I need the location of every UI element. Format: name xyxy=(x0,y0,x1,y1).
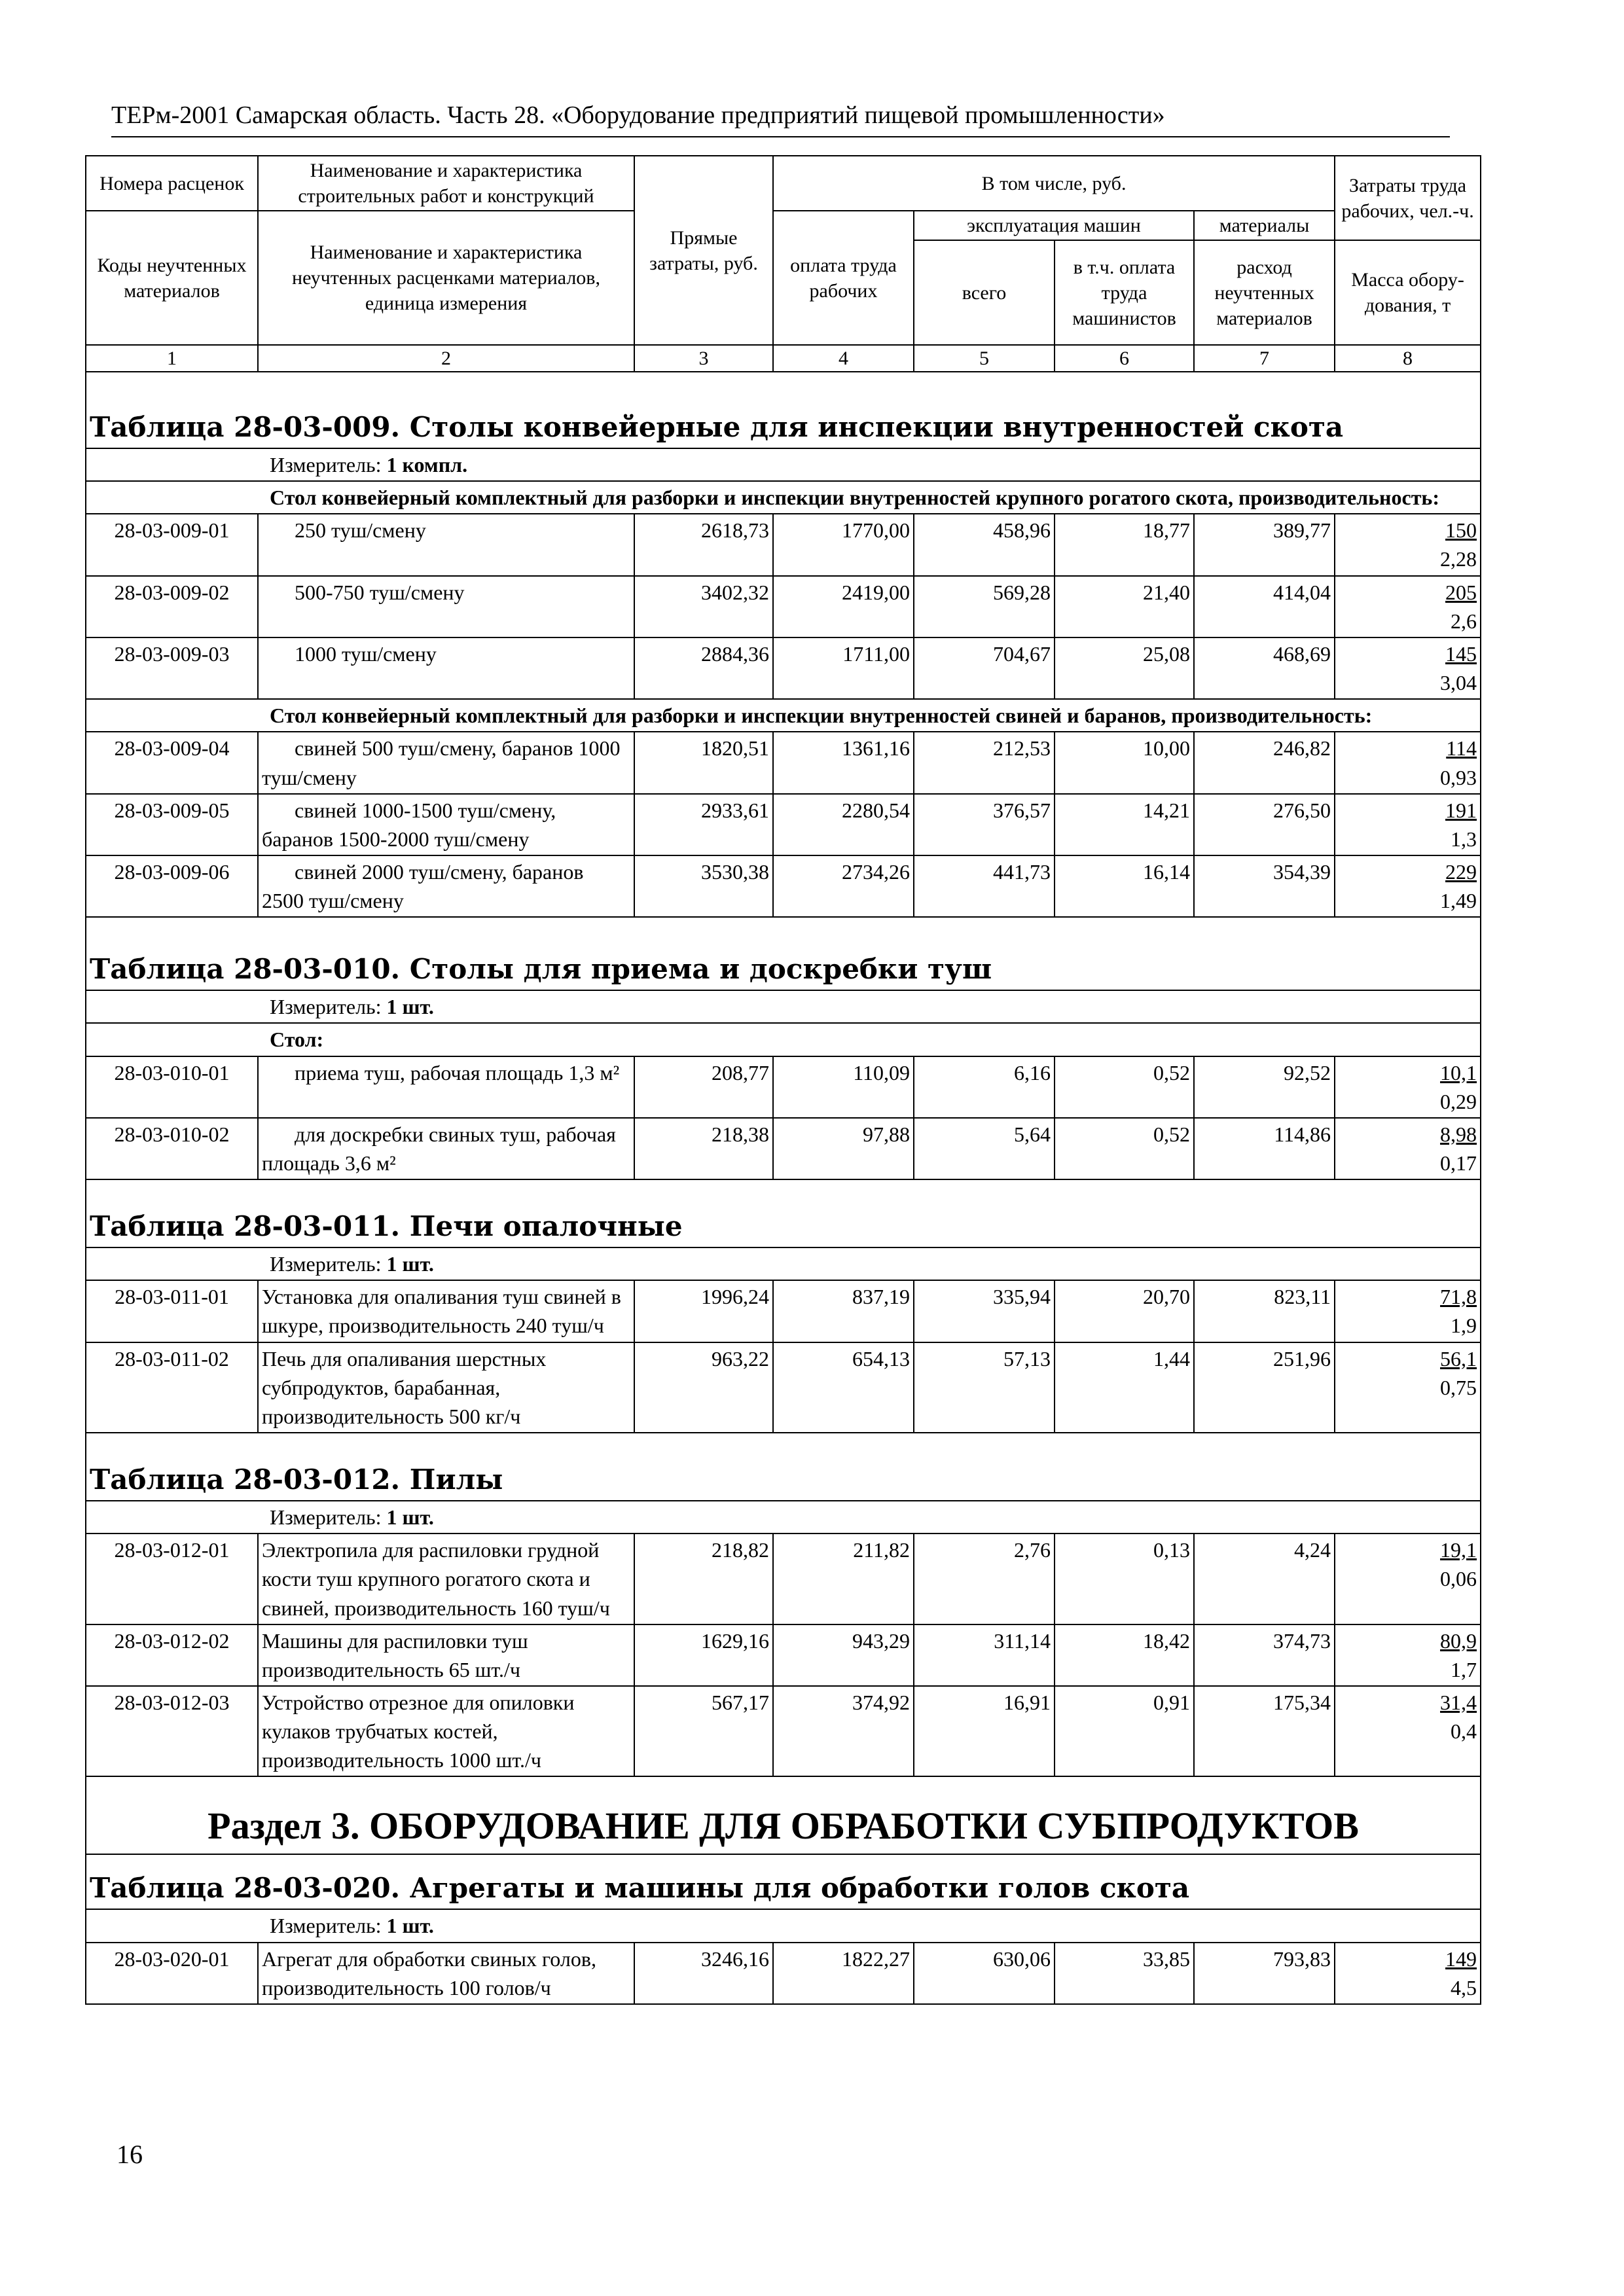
column-number: 2 xyxy=(258,345,634,372)
meter-value: 1 шт. xyxy=(386,1505,434,1530)
col6-header: в т.ч. оплата труда машинистов xyxy=(1055,240,1194,345)
rate-code: 28-03-009-01 xyxy=(86,514,258,575)
col3-header: Прямые затраты, руб. xyxy=(634,156,773,345)
labor-cost: 1361,16 xyxy=(773,732,914,793)
labor-cost: 1822,27 xyxy=(773,1943,914,2004)
rate-code: 28-03-010-01 xyxy=(86,1056,258,1118)
meter-label: Измеритель: xyxy=(270,452,382,476)
machinist-labor-cost: 0,13 xyxy=(1055,1534,1194,1624)
machinist-labor-cost: 0,52 xyxy=(1055,1056,1194,1118)
direct-cost: 2618,73 xyxy=(634,514,773,575)
machine-cost: 569,28 xyxy=(914,576,1055,637)
t010-meter xyxy=(86,990,1481,1023)
rate-code: 28-03-009-02 xyxy=(86,576,258,637)
direct-cost: 3402,32 xyxy=(634,576,773,637)
t010-title-row xyxy=(86,917,1481,990)
meter-value: 1 шт. xyxy=(386,1914,434,1938)
materials-cost: 414,04 xyxy=(1194,576,1335,637)
direct-cost: 3246,16 xyxy=(634,1943,773,2004)
direct-cost: 3530,38 xyxy=(634,855,773,917)
labor-hours: 56,1 xyxy=(1440,1346,1477,1371)
direct-cost: 218,38 xyxy=(634,1118,773,1179)
machinist-labor-cost: 18,77 xyxy=(1055,514,1194,575)
column-number-row xyxy=(86,345,1481,372)
direct-cost: 2884,36 xyxy=(634,637,773,699)
t011-meter xyxy=(86,1247,1481,1280)
labor-hours: 31,4 xyxy=(1440,1690,1477,1714)
materials-cost: 92,52 xyxy=(1194,1056,1335,1118)
rate-row xyxy=(86,1534,1481,1624)
machines-header: эксплуатация машин xyxy=(914,211,1194,240)
rate-name: Машины для распиловки туш производительность 65 шт./ч xyxy=(258,1624,634,1686)
rate-row xyxy=(86,514,1481,575)
materials-cost: 793,83 xyxy=(1194,1943,1335,2004)
meter-label: Измеритель: xyxy=(270,1505,382,1530)
labor-hours-and-mass xyxy=(1335,1624,1481,1686)
machinist-labor-cost: 20,70 xyxy=(1055,1280,1194,1342)
labor-hours: 8,98 xyxy=(1440,1122,1477,1146)
labor-cost: 654,13 xyxy=(773,1342,914,1433)
column-number: 3 xyxy=(634,345,773,372)
equipment-mass: 0,17 xyxy=(1440,1151,1477,1175)
rate-name: свиней 1000-1500 туш/смену, баранов 1500-2000 туш/смену xyxy=(258,794,634,855)
col1-header-bottom: Коды неучтенных материалов xyxy=(86,211,258,345)
labor-hours: 80,9 xyxy=(1440,1628,1477,1653)
t009-group2-row xyxy=(86,699,1481,732)
labor-hours: 191 xyxy=(1445,798,1477,822)
rate-name: свиней 2000 туш/смену, баранов 2500 туш/смену xyxy=(258,855,634,917)
col2-header-top: Наименование и характеристика строительных работ и конструкций xyxy=(258,156,634,211)
direct-cost: 1996,24 xyxy=(634,1280,773,1342)
rate-name: 500-750 туш/смену xyxy=(258,576,634,637)
machinist-labor-cost: 10,00 xyxy=(1055,732,1194,793)
col2-header-bottom: Наименование и характеристика неучтенных расценками материалов, единица измерения xyxy=(258,211,634,345)
machine-cost: 335,94 xyxy=(914,1280,1055,1342)
meter-value: 1 компл. xyxy=(386,452,468,476)
machinist-labor-cost: 0,91 xyxy=(1055,1686,1194,1776)
labor-hours: 205 xyxy=(1445,580,1477,604)
rate-code: 28-03-012-01 xyxy=(86,1534,258,1624)
machine-cost: 376,57 xyxy=(914,794,1055,855)
labor-hours: 229 xyxy=(1445,859,1477,884)
equipment-mass: 0,93 xyxy=(1440,765,1477,789)
section3-title-row xyxy=(86,1776,1481,1854)
labor-cost: 2280,54 xyxy=(773,794,914,855)
rate-row xyxy=(86,1342,1481,1433)
t020-meter-row xyxy=(86,1909,1481,1942)
rate-row xyxy=(86,1943,1481,2004)
labor-cost: 211,82 xyxy=(773,1534,914,1624)
t010-group1-row xyxy=(86,1023,1481,1056)
rate-name: Электропила для распиловки грудной кости туш крупного рогатого скота и свиней, производительность 160 туш/ч xyxy=(258,1534,634,1624)
labor-hours-and-mass xyxy=(1335,576,1481,637)
rate-row xyxy=(86,1280,1481,1342)
materials-cost: 175,34 xyxy=(1194,1686,1335,1776)
labor-hours: 19,1 xyxy=(1440,1538,1477,1562)
direct-cost: 1820,51 xyxy=(634,732,773,793)
t012-title-row xyxy=(86,1433,1481,1501)
materials-cost: 114,86 xyxy=(1194,1118,1335,1179)
machine-cost: 441,73 xyxy=(914,855,1055,917)
rate-code: 28-03-010-02 xyxy=(86,1118,258,1179)
machine-cost: 57,13 xyxy=(914,1342,1055,1433)
materials-cost: 246,82 xyxy=(1194,732,1335,793)
equipment-mass: 4,5 xyxy=(1451,1975,1477,2000)
equipment-mass: 2,28 xyxy=(1440,547,1477,571)
t012-title: Таблица 28-03-012. Пилы xyxy=(86,1433,1481,1501)
t009-group2: Стол конвейерный комплектный для разборки и инспекции внутренностей свиней и баранов, производительность: xyxy=(86,699,1481,732)
equipment-mass: 3,04 xyxy=(1440,671,1477,695)
direct-cost: 963,22 xyxy=(634,1342,773,1433)
labor-hours-and-mass xyxy=(1335,637,1481,699)
rates-table-body xyxy=(86,156,1481,2004)
rate-row xyxy=(86,1686,1481,1776)
column-number: 7 xyxy=(1194,345,1335,372)
direct-cost: 2933,61 xyxy=(634,794,773,855)
materials-cost: 251,96 xyxy=(1194,1342,1335,1433)
labor-hours-and-mass xyxy=(1335,732,1481,793)
meter-label: Измеритель: xyxy=(270,995,382,1019)
rate-code: 28-03-009-05 xyxy=(86,794,258,855)
labor-hours-and-mass xyxy=(1335,1056,1481,1118)
materials-cost: 276,50 xyxy=(1194,794,1335,855)
rate-name: приема туш, рабочая площадь 1,3 м² xyxy=(258,1056,634,1118)
direct-cost: 208,77 xyxy=(634,1056,773,1118)
equipment-mass: 2,6 xyxy=(1451,609,1477,633)
rate-row xyxy=(86,1118,1481,1179)
rate-name: Печь для опаливания шерстных субпродуктов, барабанная, производительность 500 кг/ч xyxy=(258,1342,634,1433)
equipment-mass: 1,9 xyxy=(1451,1314,1477,1338)
rate-code: 28-03-011-02 xyxy=(86,1342,258,1433)
section3-title: Раздел 3. ОБОРУДОВАНИЕ ДЛЯ ОБРАБОТКИ СУБПРОДУКТОВ xyxy=(86,1776,1481,1854)
col4-header: оплата труда рабочих xyxy=(773,211,914,345)
meter-value: 1 шт. xyxy=(386,1252,434,1276)
machinist-labor-cost: 21,40 xyxy=(1055,576,1194,637)
machine-cost: 5,64 xyxy=(914,1118,1055,1179)
labor-hours-and-mass xyxy=(1335,1943,1481,2004)
labor-hours: 114 xyxy=(1446,736,1477,761)
labor-hours-and-mass xyxy=(1335,1534,1481,1624)
page-number: 16 xyxy=(117,2140,143,2169)
labor-hours: 150 xyxy=(1445,518,1477,543)
labor-cost: 110,09 xyxy=(773,1056,914,1118)
machine-cost: 458,96 xyxy=(914,514,1055,575)
labor-hours: 10,1 xyxy=(1440,1060,1477,1085)
machine-cost: 212,53 xyxy=(914,732,1055,793)
direct-cost: 218,82 xyxy=(634,1534,773,1624)
col7-header: расход неучтенных материалов xyxy=(1194,240,1335,345)
materials-cost: 468,69 xyxy=(1194,637,1335,699)
labor-hours-and-mass xyxy=(1335,1118,1481,1179)
labor-hours-and-mass xyxy=(1335,514,1481,575)
machinist-labor-cost: 16,14 xyxy=(1055,855,1194,917)
incl-header: В том числе, руб. xyxy=(773,156,1335,211)
materials-header: материалы xyxy=(1194,211,1335,240)
column-number: 8 xyxy=(1335,345,1481,372)
direct-cost: 567,17 xyxy=(634,1686,773,1776)
machine-cost: 16,91 xyxy=(914,1686,1055,1776)
t009-group1-row xyxy=(86,481,1481,514)
machinist-labor-cost: 18,42 xyxy=(1055,1624,1194,1686)
machine-cost: 6,16 xyxy=(914,1056,1055,1118)
machinist-labor-cost: 1,44 xyxy=(1055,1342,1194,1433)
rate-row xyxy=(86,855,1481,917)
rate-name: Установка для опаливания туш свиней в шкуре, производительность 240 туш/ч xyxy=(258,1280,634,1342)
equipment-mass: 1,49 xyxy=(1440,889,1477,913)
col1-header-top: Номера расценок xyxy=(86,156,258,211)
rate-code: 28-03-020-01 xyxy=(86,1943,258,2004)
rate-code: 28-03-011-01 xyxy=(86,1280,258,1342)
t011-title-row xyxy=(86,1179,1481,1247)
labor-hours-and-mass xyxy=(1335,855,1481,917)
rate-name: свиней 500 туш/смену, баранов 1000 туш/смену xyxy=(258,732,634,793)
rate-code: 28-03-009-03 xyxy=(86,637,258,699)
materials-cost: 354,39 xyxy=(1194,855,1335,917)
meter-value: 1 шт. xyxy=(386,995,434,1019)
t011-meter-row xyxy=(86,1247,1481,1280)
t020-meter xyxy=(86,1909,1481,1942)
rate-name: для доскребки свиных туш, рабочая площадь 3,6 м² xyxy=(258,1118,634,1179)
t010-group1: Стол: xyxy=(86,1023,1481,1056)
labor-cost: 837,19 xyxy=(773,1280,914,1342)
machine-cost: 704,67 xyxy=(914,637,1055,699)
t020-title-row xyxy=(86,1854,1481,1909)
materials-cost: 389,77 xyxy=(1194,514,1335,575)
t012-meter-row xyxy=(86,1501,1481,1534)
rate-name: Агрегат для обработки свиных голов, производительность 100 голов/ч xyxy=(258,1943,634,2004)
rate-code: 28-03-009-04 xyxy=(86,732,258,793)
column-number: 5 xyxy=(914,345,1055,372)
labor-cost: 97,88 xyxy=(773,1118,914,1179)
equipment-mass: 1,7 xyxy=(1451,1657,1477,1681)
machine-cost: 311,14 xyxy=(914,1624,1055,1686)
machine-cost: 2,76 xyxy=(914,1534,1055,1624)
t010-meter-row xyxy=(86,990,1481,1023)
t009-title: Таблица 28-03-009. Столы конвейерные для инспекции внутренностей скота xyxy=(86,372,1481,448)
machinist-labor-cost: 0,52 xyxy=(1055,1118,1194,1179)
col5-header: всего xyxy=(914,240,1055,345)
machine-cost: 630,06 xyxy=(914,1943,1055,2004)
equipment-mass: 1,3 xyxy=(1451,827,1477,851)
equipment-mass: 0,75 xyxy=(1440,1375,1477,1399)
t009-meter-row xyxy=(86,448,1481,481)
labor-cost: 943,29 xyxy=(773,1624,914,1686)
meter-label: Измеритель: xyxy=(270,1914,382,1938)
rate-name: Устройство отрезное для опиловки кулаков трубчатых костей, производительность 1000 шт./ч xyxy=(258,1686,634,1776)
col8-header-bottom: Масса обору-дования, т xyxy=(1335,240,1481,345)
equipment-mass: 0,4 xyxy=(1451,1719,1477,1744)
labor-hours-and-mass xyxy=(1335,794,1481,855)
rate-code: 28-03-012-02 xyxy=(86,1624,258,1686)
labor-hours-and-mass xyxy=(1335,1342,1481,1433)
rate-row xyxy=(86,794,1481,855)
t020-title: Таблица 28-03-020. Агрегаты и машины для обработки голов скота xyxy=(86,1854,1481,1909)
equipment-mass: 0,06 xyxy=(1440,1567,1477,1591)
rate-row xyxy=(86,1624,1481,1686)
labor-hours: 149 xyxy=(1445,1946,1477,1971)
materials-cost: 4,24 xyxy=(1194,1534,1335,1624)
col8-header-top: Затраты труда рабочих, чел.-ч. xyxy=(1335,156,1481,240)
labor-hours-and-mass xyxy=(1335,1686,1481,1776)
rate-code: 28-03-012-03 xyxy=(86,1686,258,1776)
labor-cost: 2734,26 xyxy=(773,855,914,917)
column-number: 1 xyxy=(86,345,258,372)
labor-hours: 145 xyxy=(1445,641,1477,666)
labor-cost: 374,92 xyxy=(773,1686,914,1776)
rate-name: 1000 туш/смену xyxy=(258,637,634,699)
rates-table xyxy=(85,155,1481,2005)
column-number: 4 xyxy=(773,345,914,372)
labor-cost: 1711,00 xyxy=(773,637,914,699)
page-header xyxy=(111,93,1450,137)
document-title: ТЕРм-2001 Самарская область. Часть 28. «Оборудование предприятий пищевой промышленности» xyxy=(111,101,1165,129)
rate-code: 28-03-009-06 xyxy=(86,855,258,917)
t011-title: Таблица 28-03-011. Печи опалочные xyxy=(86,1179,1481,1247)
rate-row xyxy=(86,732,1481,793)
direct-cost: 1629,16 xyxy=(634,1624,773,1686)
rate-row xyxy=(86,637,1481,699)
t009-title-row xyxy=(86,372,1481,448)
materials-cost: 374,73 xyxy=(1194,1624,1335,1686)
machinist-labor-cost: 25,08 xyxy=(1055,637,1194,699)
rate-row xyxy=(86,576,1481,637)
column-number: 6 xyxy=(1055,345,1194,372)
t010-title: Таблица 28-03-010. Столы для приема и доскребки туш xyxy=(86,917,1481,990)
rate-name: 250 туш/смену xyxy=(258,514,634,575)
machinist-labor-cost: 33,85 xyxy=(1055,1943,1194,2004)
meter-label: Измеритель: xyxy=(270,1252,382,1276)
labor-cost: 1770,00 xyxy=(773,514,914,575)
t009-meter xyxy=(86,448,1481,481)
equipment-mass: 0,29 xyxy=(1440,1089,1477,1113)
labor-hours-and-mass xyxy=(1335,1280,1481,1342)
labor-hours: 71,8 xyxy=(1440,1285,1477,1309)
rate-row xyxy=(86,1056,1481,1118)
materials-cost: 823,11 xyxy=(1194,1280,1335,1342)
labor-cost: 2419,00 xyxy=(773,576,914,637)
t012-meter xyxy=(86,1501,1481,1534)
machinist-labor-cost: 14,21 xyxy=(1055,794,1194,855)
t009-group1: Стол конвейерный комплектный для разборки и инспекции внутренностей крупного рогатого скота, производительность: xyxy=(86,481,1481,514)
